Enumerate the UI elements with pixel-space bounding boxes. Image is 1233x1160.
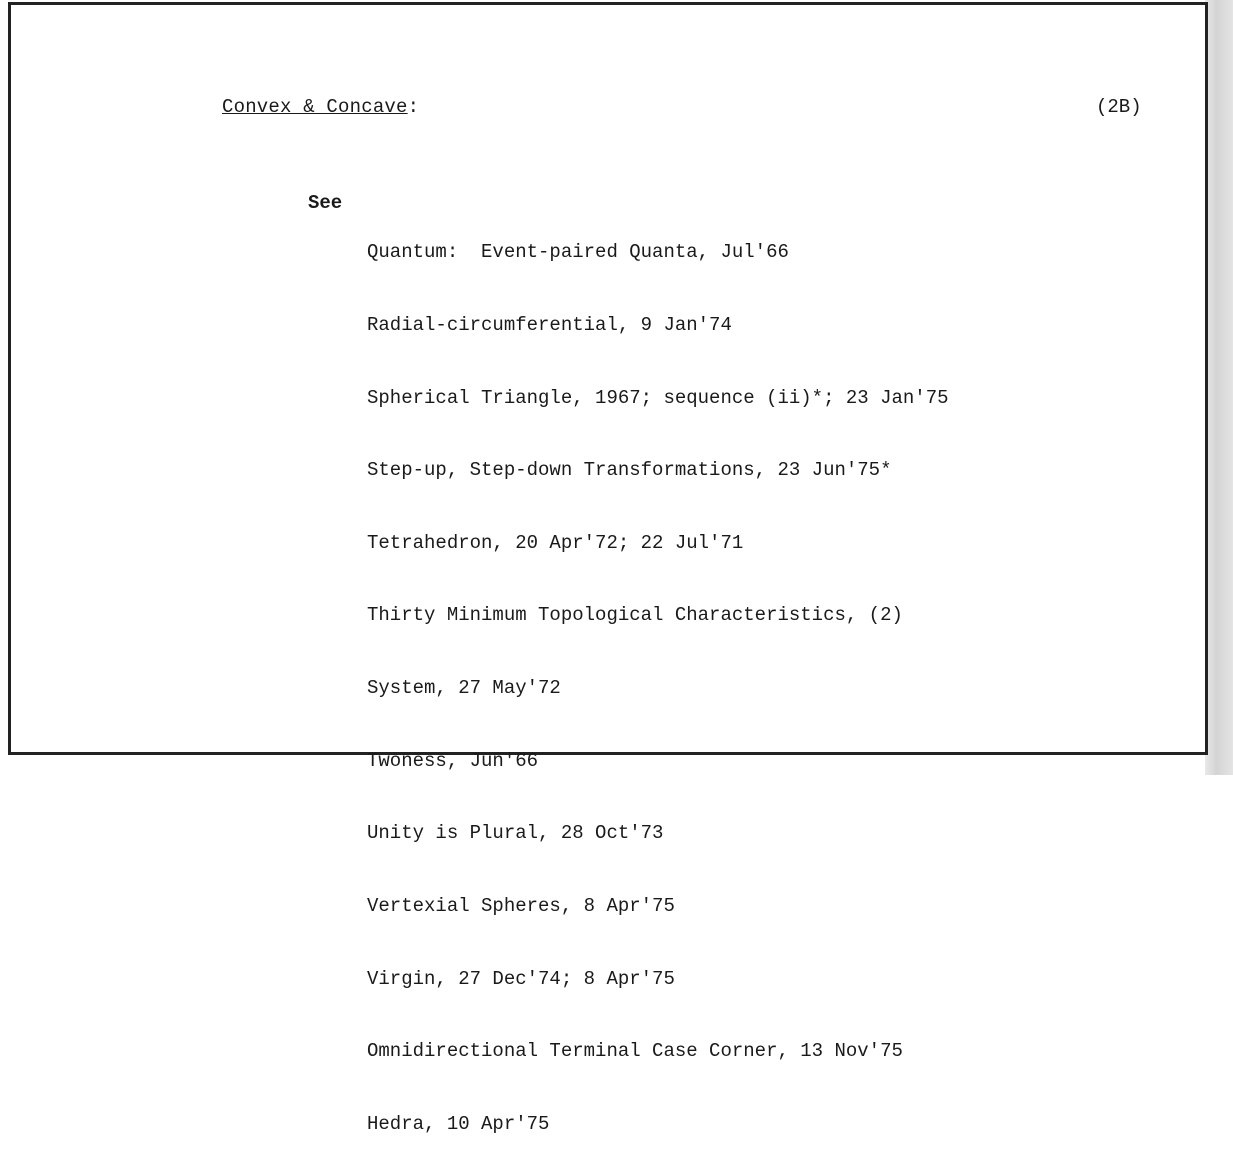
reference-item: Thirty Minimum Topological Characteristics, (2) xyxy=(367,604,903,627)
reference-item: Vertexial Spheres, 8 Apr'75 xyxy=(367,894,675,917)
reference-item: Quantum: Event-paired Quanta, Jul'66 xyxy=(367,241,789,264)
reference-item: Omnidirectional Terminal Case Corner, 13 Nov'75 xyxy=(367,1040,903,1063)
card-title-colon: : xyxy=(407,96,420,118)
card-title xyxy=(222,96,419,118)
reference-item: System, 27 May'72 xyxy=(367,677,561,700)
reference-item: Radial-circumferential, 9 Jan'74 xyxy=(367,314,732,337)
reference-list xyxy=(367,192,949,1160)
page-edge-shadow xyxy=(1205,0,1233,775)
reference-item: Virgin, 27 Dec'74; 8 Apr'75 xyxy=(367,967,675,990)
reference-item: Step-up, Step-down Transformations, 23 Jun'75* xyxy=(367,459,892,482)
reference-item: Twoness, Jun'66 xyxy=(367,749,539,772)
reference-item: Spherical Triangle, 1967; sequence (ii)*; 23 Jan'75 xyxy=(367,386,949,409)
card-code: (2B) xyxy=(1096,96,1142,118)
reference-item: Unity is Plural, 28 Oct'73 xyxy=(367,822,664,845)
reference-item: Hedra, 10 Apr'75 xyxy=(367,1112,550,1135)
see-label: See xyxy=(308,192,343,214)
reference-item: Tetrahedron, 20 Apr'72; 22 Jul'71 xyxy=(367,531,744,554)
card-title-text: Convex & Concave xyxy=(222,96,408,118)
